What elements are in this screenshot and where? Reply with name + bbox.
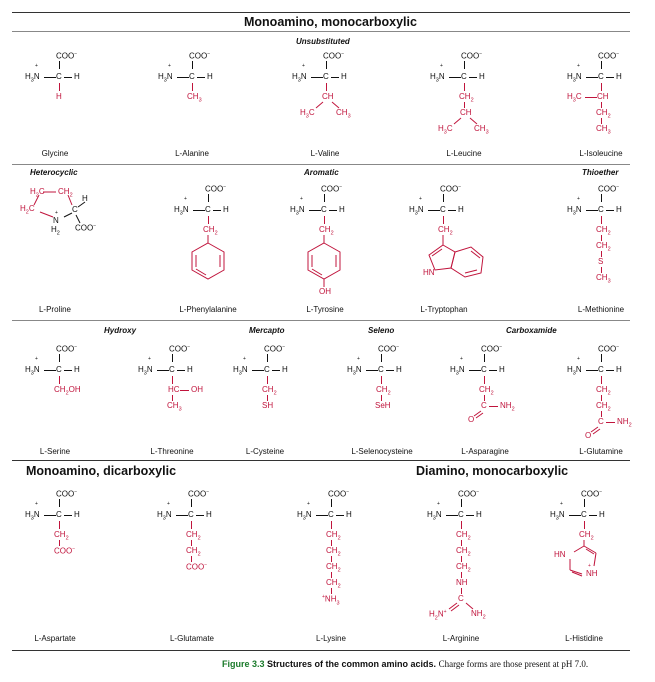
divider — [12, 460, 630, 461]
section-title: Monoamino, monocarboxylic — [244, 15, 417, 29]
amino-acid-name: L-Valine — [310, 149, 340, 158]
amino-acid-name: L-Glutamine — [579, 447, 623, 456]
figure-caption — [222, 659, 588, 669]
amino-acid-name: L-Selenocysteine — [351, 447, 413, 456]
section-title: Diamino, monocarboxylic — [416, 464, 569, 478]
amino-acid-name: L-Cysteine — [245, 447, 285, 456]
amino-acid-name: L-Arginine — [442, 634, 480, 643]
bottom-rule — [12, 650, 630, 651]
top-rule — [12, 12, 630, 13]
figure-title: Structures of the common amino acids. — [267, 659, 437, 669]
category-label: Seleno — [368, 326, 395, 335]
amino-acid-name: L-Leucine — [446, 149, 482, 158]
amino-acid-name: L-Threonine — [150, 447, 194, 456]
category-label: Hydroxy — [104, 326, 137, 335]
category-label: Heterocyclic — [30, 168, 78, 177]
amino-acid-name: L-Phenylalanine — [179, 305, 237, 314]
title-rule — [12, 31, 630, 32]
figure-number: Figure 3.3 — [222, 659, 265, 669]
amino-acid-name: L-Isoleucine — [579, 149, 623, 158]
amino-acid-name: L-Asparagine — [461, 447, 509, 456]
amino-acid-name: Glycine — [41, 149, 69, 158]
amino-acid-name: L-Tyrosine — [306, 305, 344, 314]
amino-acid-name: L-Tryptophan — [420, 305, 468, 314]
amino-acid-name: L-Methionine — [577, 305, 625, 314]
amino-acid-name: L-Lysine — [316, 634, 346, 643]
amino-acid-name: L-Aspartate — [34, 634, 76, 643]
amino-acid-name: L-Glutamate — [169, 634, 215, 643]
category-label: Carboxamide — [506, 326, 557, 335]
figure-note: Charge forms are those present at pH 7.0. — [438, 659, 589, 669]
divider — [12, 320, 630, 321]
category-label: Unsubstituted — [296, 37, 350, 46]
amino-acid-name: L-Serine — [39, 447, 71, 456]
category-label: Mercapto — [249, 326, 285, 335]
divider — [12, 164, 630, 165]
category-label: Aromatic — [304, 168, 339, 177]
section-title: Monoamino, dicarboxylic — [26, 464, 177, 478]
amino-acid-name: L-Proline — [38, 305, 71, 314]
amino-acid-name: L-Alanine — [175, 149, 209, 158]
category-label: Thioether — [582, 168, 619, 177]
amino-acid-name: L-Histidine — [565, 634, 603, 643]
